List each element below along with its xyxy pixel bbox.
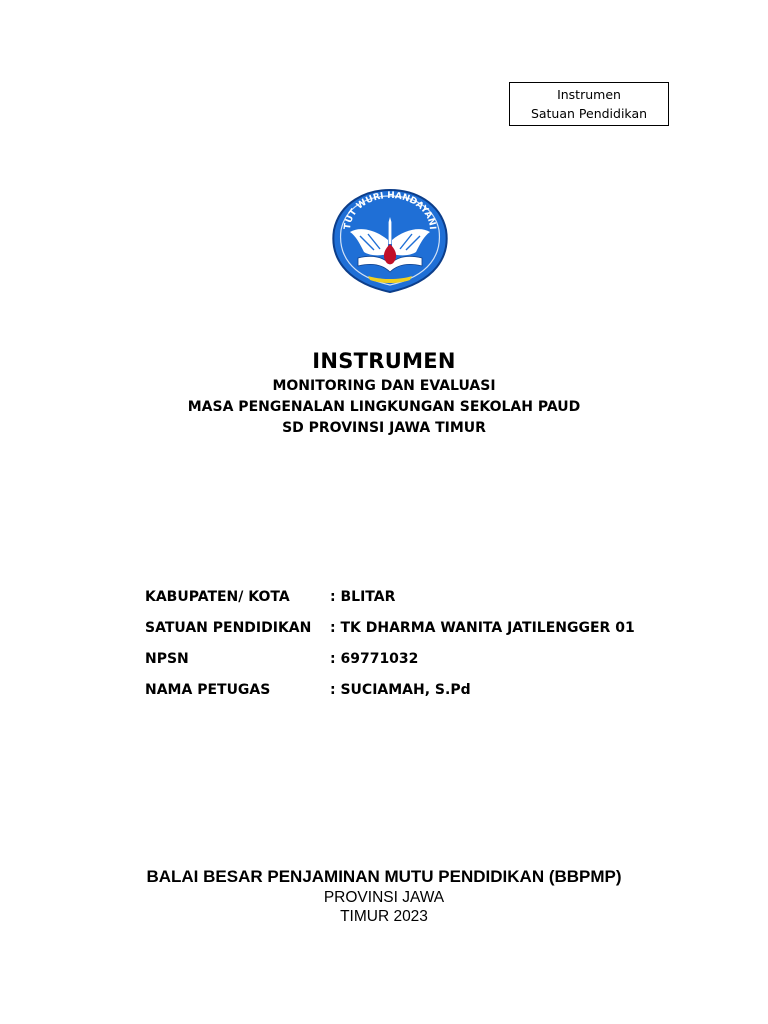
info-label: NAMA PETUGAS [145, 682, 271, 698]
document-type-box [509, 82, 669, 126]
document-type-line2: Satuan Pendidikan [530, 106, 648, 121]
info-value: : 69771032 [330, 651, 419, 667]
title-block [0, 346, 768, 439]
footer-line3: TIMUR 2023 [340, 908, 428, 925]
info-value: : BLITAR [330, 589, 396, 605]
info-row-satuan-pendidikan [145, 620, 635, 651]
page-title: INSTRUMEN [312, 349, 456, 373]
identity-table [145, 589, 635, 713]
info-row-npsn [145, 651, 635, 682]
footer-line2: PROVINSI JAWA [323, 889, 445, 906]
info-value: : TK DHARMA WANITA JATILENGGER 01 [330, 620, 635, 636]
info-label: NPSN [145, 651, 189, 667]
info-value: : SUCIAMAH, S.Pd [330, 682, 471, 698]
logo-motto-text: TUT WURI HANDAYANI [342, 190, 438, 231]
subtitle-line3: SD PROVINSI JAWA TIMUR [282, 420, 486, 436]
subtitle-line1: MONITORING DAN EVALUASI [272, 378, 496, 394]
footer-block [0, 866, 768, 926]
tut-wuri-handayani-logo [330, 186, 450, 296]
info-label: SATUAN PENDIDIKAN [145, 620, 312, 636]
info-label: KABUPATEN/ KOTA [145, 589, 290, 605]
subtitle-line2: MASA PENGENALAN LINGKUNGAN SEKOLAH PAUD [187, 399, 581, 415]
info-row-nama-petugas [145, 682, 635, 713]
document-type-line1: Instrumen [557, 87, 621, 102]
footer-organization: BALAI BESAR PENJAMINAN MUTU PENDIDIKAN (BBPMP) [146, 867, 622, 886]
info-row-kabupaten [145, 589, 635, 620]
